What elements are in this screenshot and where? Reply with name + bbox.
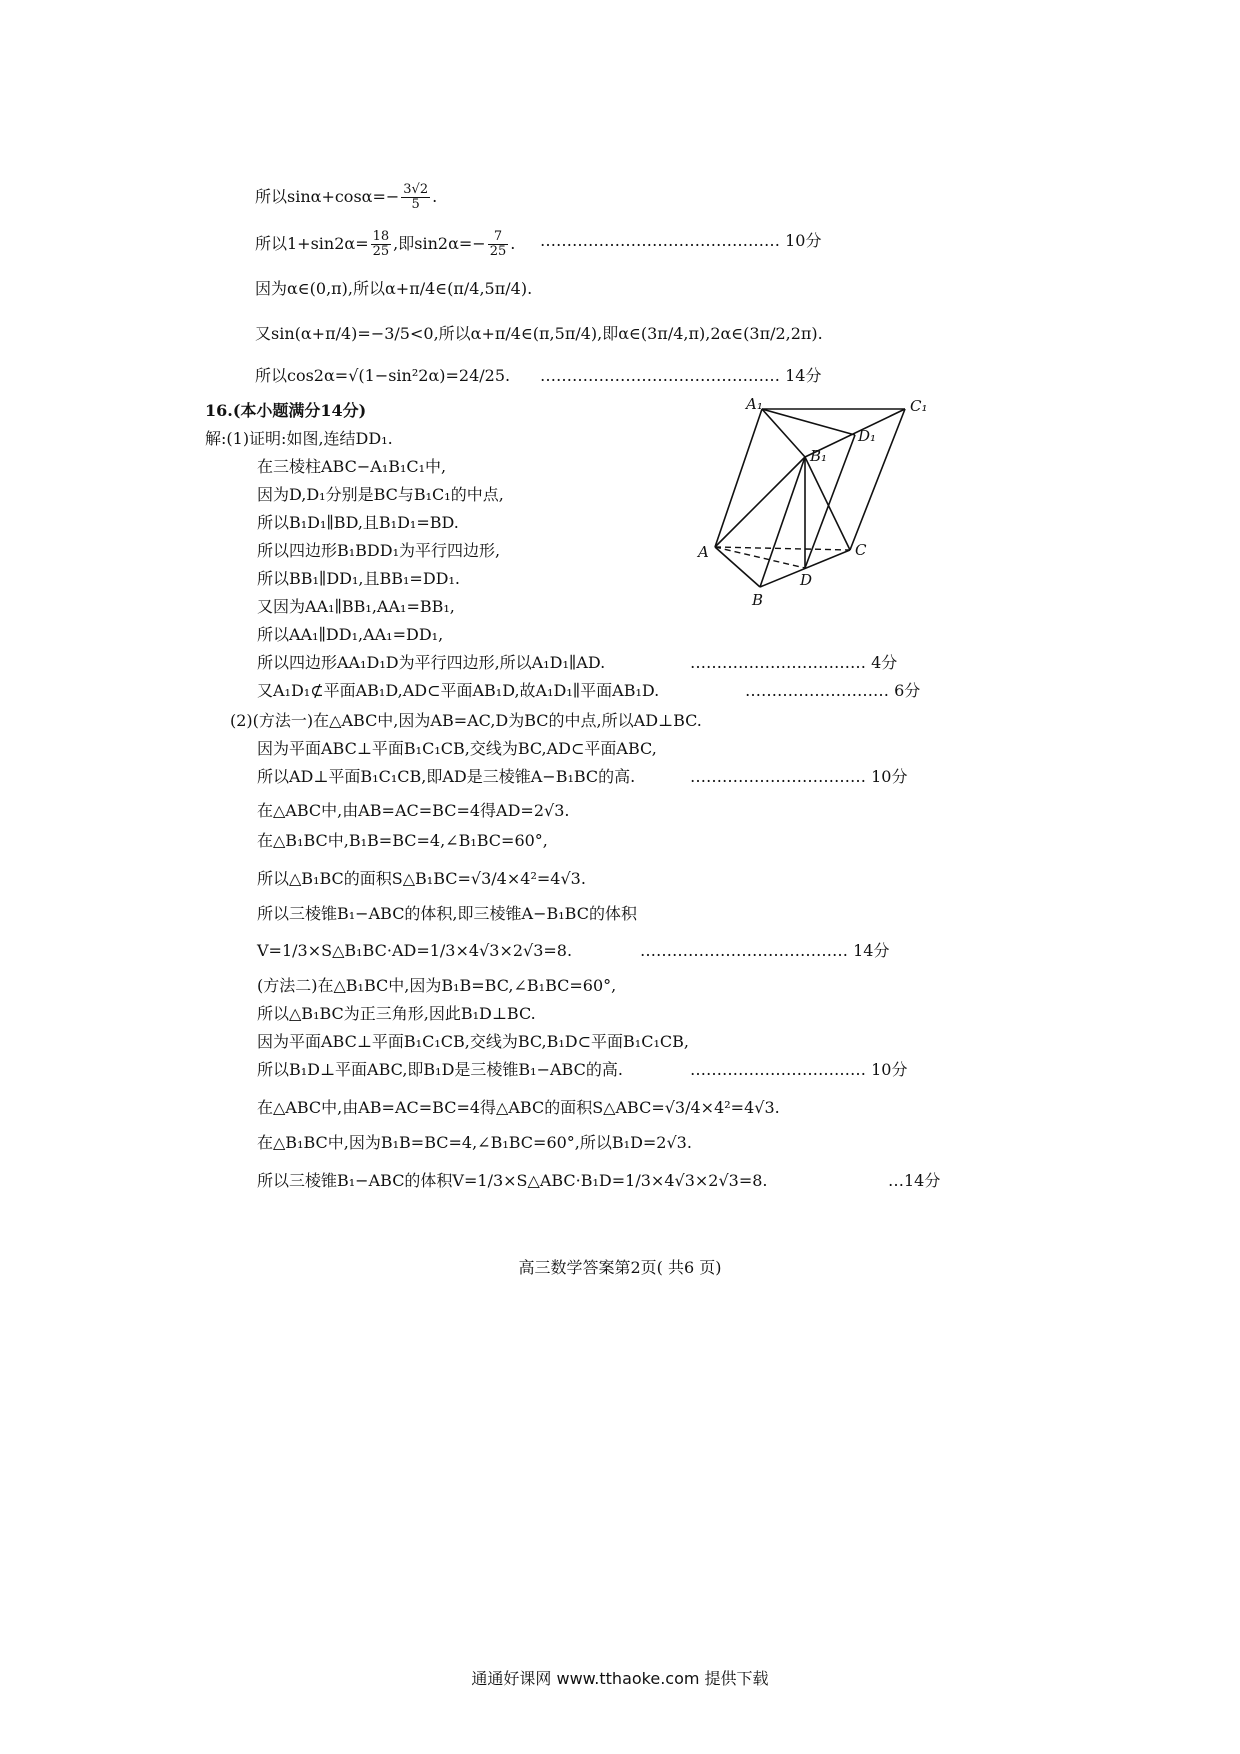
line-sum: 所以sinα+cosα=− $\frac{3√2}{5}$ . [255,182,438,212]
text: 所以sinα+cosα=− [255,187,400,206]
solution-line: 又因为AA₁∥BB₁,AA₁=BB₁, [257,597,455,616]
text: ,即sin2α=− [393,234,486,253]
solution-line: 所以三棱锥B₁−ABC的体积V=1/3×S△ABC·B₁D=1/3×4√3×2√3=8. [257,1171,768,1190]
text: 所以1+sin2α= [255,234,369,253]
score-10: ……………………………………… 10分 [540,231,822,250]
fraction [488,230,509,259]
edge-AB [715,547,760,587]
solution-line: 所以四边形AA₁D₁D为平行四边形,所以A₁D₁∥AD. [257,653,606,672]
solution-line: 在△ABC中,由AB=AC=BC=4得△ABC的面积S△ABC=√3/4×4²=4√3. [257,1098,780,1117]
solution-line: 所以三棱锥B₁−ABC的体积,即三棱锥A−B₁BC的体积 [257,904,637,923]
solution-line: 因为D,D₁分别是BC与B₁C₁的中点, [257,485,504,504]
solution-line: 所以AD⊥平面B₁C₁CB,即AD是三棱锥A−B₁BC的高. [257,767,636,786]
line-sin2a: 所以1+sin2α= $\frac{18}{25}$ ,即sin2α=− $\frac{7}{25}$ . [255,229,516,259]
label-D1: D₁ [858,427,877,445]
solution-line: 因为平面ABC⊥平面B₁C₁CB,交线为BC,AD⊂平面ABC, [257,739,657,758]
edge-A1A [715,409,762,547]
edge-AC-hidden [715,547,850,550]
solution-line: (2)(方法一)在△ABC中,因为AB=AC,D为BC的中点,所以AD⊥BC. [230,711,702,730]
solution-line: 所以四边形B₁BDD₁为平行四边形, [257,541,501,560]
solution-line: 因为平面ABC⊥平面B₁C₁CB,交线为BC,B₁D⊂平面B₁C₁CB, [257,1032,689,1051]
solution-line: 所以B₁D₁∥BD,且B₁D₁=BD. [257,513,459,532]
prism-figure [690,395,950,615]
edge-A1B1 [762,409,805,457]
denominator: 25 [372,244,390,259]
solution-line: 在△B₁BC中,因为B₁B=BC=4,∠B₁BC=60°,所以B₁D=2√3. [257,1133,692,1152]
edge-B1A [715,457,805,547]
site-footer: 通通好课网 www.tthaoke.com 提供下载 [471,1669,769,1688]
fraction [371,230,392,259]
solution-line: 所以△B₁BC为正三角形,因此B₁D⊥BC. [257,1004,536,1023]
label-D: D [800,571,813,589]
label-B1: B₁ [810,447,828,465]
question-16-header: 16.(本小题满分14分) [205,401,367,420]
label-C: C [855,541,867,559]
fraction [401,183,430,212]
label-A: A [698,543,709,561]
solution-line: 在三棱柱ABC−A₁B₁C₁中, [257,457,447,476]
score-14: ………………………………… 14分 [640,941,890,960]
denominator: 5 [411,197,420,212]
edge-B1B [760,457,805,587]
denominator: 25 [489,244,507,259]
solution-line: 所以△B₁BC的面积S△B₁BC=√3/4×4²=4√3. [257,869,586,888]
solution-line: 所以AA₁∥DD₁,AA₁=DD₁, [257,625,444,644]
score-14: …14分 [888,1171,941,1190]
numerator: 7 [488,230,509,245]
score-10: …………………………… 10分 [690,767,908,786]
edge-AD-hidden [715,547,805,568]
score-4: …………………………… 4分 [690,653,898,672]
label-C1: C₁ [910,397,928,415]
label-B: B [752,591,764,609]
line-sin-condition: 又sin(α+π/4)=−3/5<0,所以α+π/4∈(π,5π/4),即α∈(3π/4,π),2α∈(3π/2,2π). [255,324,823,343]
solution-line: 所以B₁D⊥平面ABC,即B₁D是三棱锥B₁−ABC的高. [257,1060,623,1079]
edge-A1D1 [762,409,855,435]
solution-line: 在△ABC中,由AB=AC=BC=4得AD=2√3. [257,801,570,820]
numerator: 18 [372,229,390,244]
label-A1: A₁ [746,395,763,413]
line-cos2a: 所以cos2α=√(1−sin²2α)=24/25. [255,366,511,385]
page-footer: 高三数学答案第2页( 共6 页) [518,1258,722,1277]
score-10: …………………………… 10分 [690,1060,908,1079]
solution-line: (方法二)在△B₁BC中,因为B₁B=BC,∠B₁BC=60°, [257,976,617,995]
solution-line: V=1/3×S△B₁BC·AD=1/3×4√3×2√3=8. [257,941,573,960]
solution-line: 又A₁D₁⊄平面AB₁D,AD⊂平面AB₁D,故A₁D₁∥平面AB₁D. [257,681,660,700]
solution-line: 所以BB₁∥DD₁,且BB₁=DD₁. [257,569,460,588]
solution-line: 在△B₁BC中,B₁B=BC=4,∠B₁BC=60°, [257,831,548,850]
edge-B1C [805,457,850,550]
line-alpha-range: 因为α∈(0,π),所以α+π/4∈(π/4,5π/4). [255,279,533,298]
solution-line: 解:(1)证明:如图,连结DD₁. [205,429,393,448]
score-6: ……………………… 6分 [745,681,921,700]
score-14: ……………………………………… 14分 [540,366,822,385]
numerator: 3√2 [403,182,429,197]
